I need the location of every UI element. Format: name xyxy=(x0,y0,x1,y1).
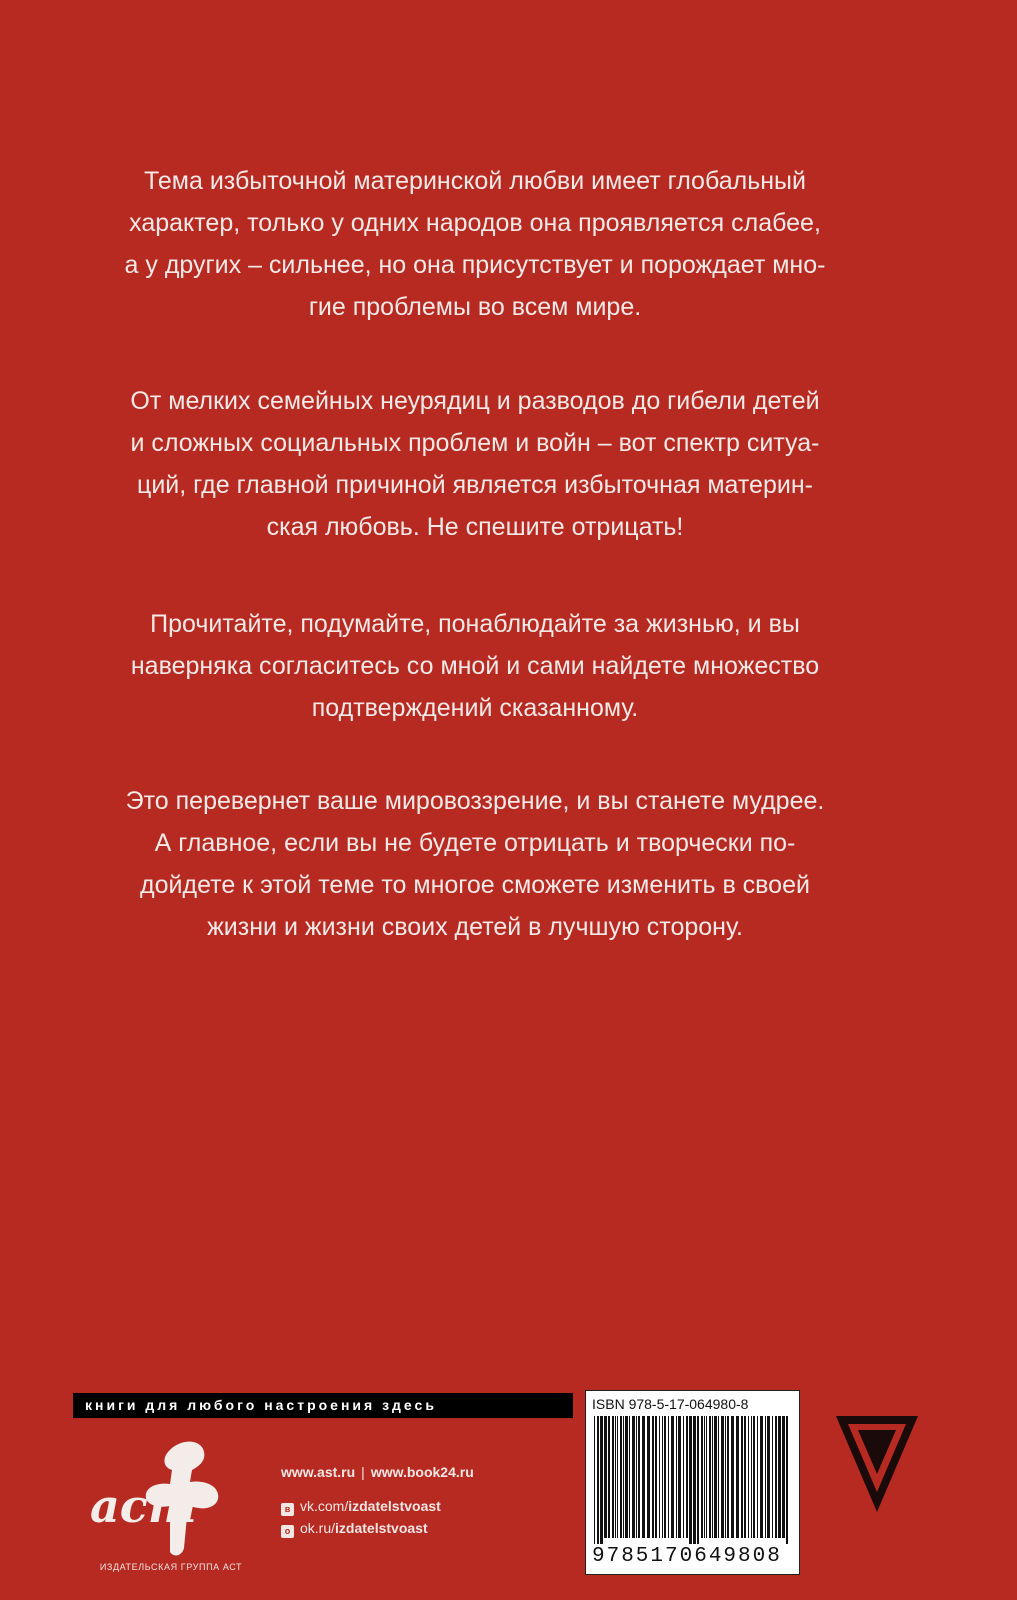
barcode-bar xyxy=(662,1416,663,1538)
barcode-bar xyxy=(629,1416,630,1538)
tagline-banner: книги для любого настроения здесь xyxy=(73,1393,573,1418)
barcode-bar xyxy=(686,1416,688,1538)
barcode-bar xyxy=(714,1416,717,1538)
barcode-bar xyxy=(620,1416,622,1538)
paragraph-line: наверняка согласитесь со мной и сами найдете множество xyxy=(130,652,820,680)
vk-icon: в xyxy=(281,1503,294,1516)
paragraph-line: А главное, если вы не будете отрицать и творчески по- xyxy=(154,829,796,857)
barcode-bar xyxy=(623,1416,624,1538)
barcode-bar xyxy=(721,1416,724,1538)
barcode-bar xyxy=(753,1416,755,1538)
barcode-bar xyxy=(655,1416,657,1538)
barcode-bar xyxy=(615,1416,616,1538)
barcode-bar xyxy=(678,1416,681,1538)
barcode-bar xyxy=(652,1416,654,1538)
website-link-book24[interactable]: www.book24.ru xyxy=(370,1464,474,1480)
barcode-bar xyxy=(597,1416,599,1544)
ast-publisher-logo xyxy=(80,1430,260,1565)
annotation-paragraph-1 xyxy=(95,160,855,328)
barcode-bar xyxy=(697,1416,699,1544)
barcode-bar xyxy=(725,1416,726,1538)
paragraph-line: Тема избыточной материнской любви имеет глобальный xyxy=(144,167,806,195)
barcode-bar xyxy=(701,1416,703,1538)
ok-icon: о xyxy=(281,1525,294,1538)
barcode-bar xyxy=(600,1416,603,1544)
barcode-bar xyxy=(671,1416,674,1538)
barcode-bar xyxy=(632,1416,635,1538)
publisher-caption: ИЗДАТЕЛЬСКАЯ ГРУППА АСТ xyxy=(99,1562,243,1572)
barcode-bar xyxy=(786,1416,788,1544)
barcode-bar xyxy=(676,1416,677,1538)
barcode-bar xyxy=(647,1416,650,1538)
barcode-bar xyxy=(757,1416,758,1538)
vk-handle: izdatelstvoast xyxy=(348,1498,441,1514)
paragraph-line: Это перевернет ваше мировоззрение, и вы станете мудрее. xyxy=(125,787,825,815)
barcode-bar xyxy=(741,1416,743,1538)
annotation-paragraph-4 xyxy=(95,780,855,948)
vk-row[interactable] xyxy=(281,1498,441,1516)
barcode-bars xyxy=(592,1416,793,1544)
barcode-digits: 9785170649808 xyxy=(592,1545,782,1568)
barcode-bar xyxy=(612,1416,614,1538)
paragraph-line: характер, только у одних народов она проявляется слабее, xyxy=(129,209,821,237)
barcode-bar xyxy=(706,1416,707,1538)
paragraph-line: гие проблемы во всем мире. xyxy=(308,293,642,321)
annotation-paragraph-3 xyxy=(95,603,855,729)
logo-wordmark: аст xyxy=(90,1479,197,1533)
paragraph-line: ская любовь. Не спешите отрицать! xyxy=(266,513,684,541)
website-row xyxy=(281,1464,474,1480)
ok-row[interactable] xyxy=(281,1520,428,1538)
barcode-bar xyxy=(668,1416,669,1538)
barcode-bar xyxy=(617,1416,618,1538)
barcode-bar xyxy=(638,1416,640,1538)
publisher-v-mark-icon xyxy=(834,1414,920,1514)
barcode-bar xyxy=(712,1416,713,1538)
barcode-bar xyxy=(683,1416,684,1538)
barcode-bar xyxy=(767,1416,770,1538)
barcode-bar xyxy=(636,1416,637,1538)
paragraph-line: и сложных социальных проблем и войн – вот спектр ситуа- xyxy=(130,429,820,457)
barcode-bar xyxy=(751,1416,752,1538)
barcode-bar xyxy=(727,1416,729,1538)
paragraph-line: ций, где главной причиной является избыточная материн- xyxy=(137,471,813,499)
website-link-ast[interactable]: www.ast.ru xyxy=(281,1464,356,1480)
paragraph-line: От мелких семейных неурядиц и разводов до гибели детей xyxy=(130,387,820,415)
vk-prefix: vk.com/ xyxy=(300,1498,349,1514)
barcode-bar xyxy=(736,1416,739,1538)
barcode-bar xyxy=(765,1416,766,1538)
paragraph-line: дойдете к этой теме то многое сможете изменить в своей xyxy=(140,871,810,899)
barcode-bar xyxy=(659,1416,660,1538)
barcode-bar xyxy=(709,1416,711,1538)
paragraph-line: жизни и жизни своих детей в лучшую сторону. xyxy=(207,913,743,941)
barcode-bar xyxy=(642,1416,645,1538)
barcode-bar xyxy=(689,1416,692,1544)
barcode-bar xyxy=(693,1416,696,1544)
barcode-bar xyxy=(760,1416,763,1538)
barcode-bar xyxy=(775,1416,777,1538)
ok-handle: izdatelstvoast xyxy=(335,1520,428,1536)
link-separator: | xyxy=(361,1464,365,1480)
barcode-bar xyxy=(594,1416,595,1544)
barcode-bar xyxy=(731,1416,734,1538)
ok-prefix: ok.ru/ xyxy=(300,1520,336,1536)
barcode-bar xyxy=(604,1416,607,1538)
barcode-bar xyxy=(718,1416,719,1538)
barcode-bar xyxy=(782,1416,785,1538)
barcode-bar xyxy=(704,1416,705,1538)
paragraph-line: подтверждений сказанному. xyxy=(311,694,639,722)
annotation-paragraph-2 xyxy=(95,380,855,548)
isbn-barcode xyxy=(585,1390,800,1575)
barcode-bar xyxy=(664,1416,666,1538)
isbn-label: ISBN 978-5-17-064980-8 xyxy=(592,1396,749,1412)
barcode-bar xyxy=(772,1416,773,1538)
paragraph-line: а у других – сильнее, но она присутствует и порождает мно- xyxy=(124,251,826,279)
barcode-bar xyxy=(625,1416,628,1538)
barcode-bar xyxy=(778,1416,781,1538)
barcode-bar xyxy=(608,1416,610,1538)
barcode-bar xyxy=(748,1416,749,1538)
paragraph-line: Прочитайте, подумайте, понаблюдайте за жизнью, и вы xyxy=(150,610,800,638)
barcode-bar xyxy=(744,1416,746,1538)
